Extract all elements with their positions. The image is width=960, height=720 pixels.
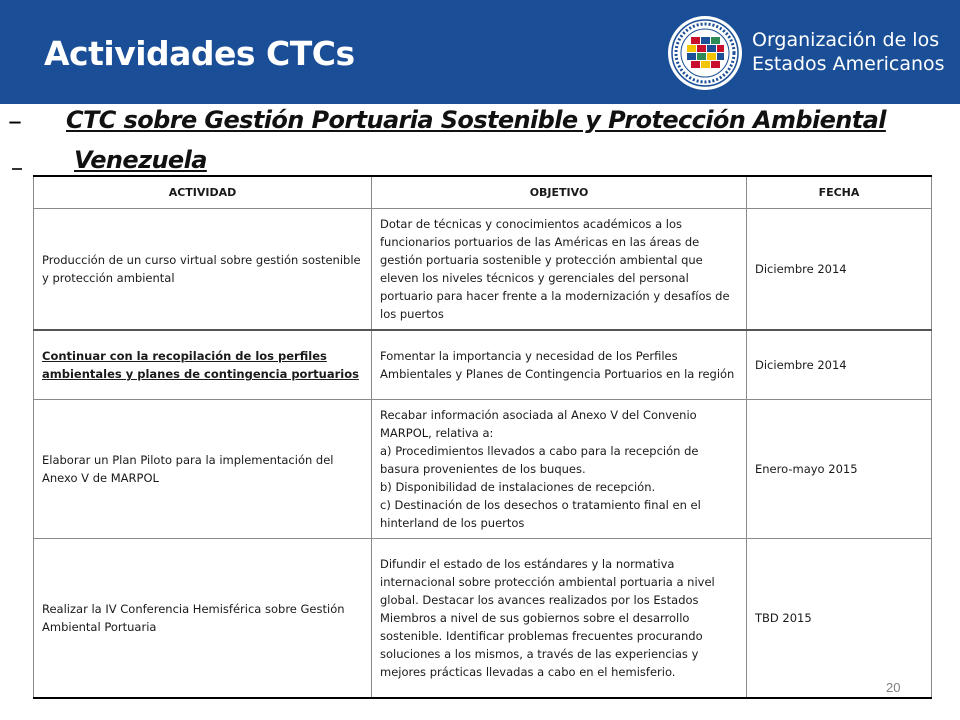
table-row [34,400,932,539]
table-row [34,330,932,400]
objetivo-item-b: b) Disponibilidad de instalaciones de recepción. [380,480,656,494]
table-row [34,539,932,699]
actividad-cell: Elaborar un Plan Piloto para la implementación del Anexo V de MARPOL [34,400,372,539]
oas-seal-logo-icon [666,14,744,92]
page-number: 20 [886,680,901,695]
organization-name [752,28,945,76]
fecha-cell: Enero-mayo 2015 [747,400,932,539]
objetivo-cell: Difundir el estado de los estándares y la normativa internacional sobre protección ambiental portuaria a nivel global. Destacar los avances realizados por los Estados Miembros a nivel de sus gobiernos sobre el desarrollo sostenible. Identificar problemas frecuentes procurando soluciones a los mismos, a través de las experiencias y mejores prácticas llevadas a cabo en el hemisferio. [372,539,747,699]
header-fecha: FECHA [747,176,932,209]
actividad-cell: Realizar la IV Conferencia Hemisférica sobre Gestión Ambiental Portuaria [34,539,372,699]
activities-table [33,175,932,699]
subtitle-bullet: – [8,104,22,137]
header-banner [0,0,960,104]
fecha-cell: Diciembre 2014 [747,209,932,331]
subtitle [66,100,886,180]
subtitle-line2: Venezuela [74,146,207,174]
objetivo-item-c: c) Destinación de los desechos o tratamiento final en el hinterland de los puertos [380,498,701,530]
slide-title: Actividades CTCs [44,34,355,73]
actividad-link-text: Continuar con la recopilación de los perfiles ambientales y planes de contingencia portuarios [42,349,359,381]
objetivo-item-a: a) Procedimientos llevados a cabo para la recepción de basura provenientes de los buques. [380,444,699,476]
objetivo-cell [372,400,747,539]
header-objetivo: OBJETIVO [372,176,747,209]
subtitle-line1: CTC sobre Gestión Portuaria Sostenible y Protección Ambiental [66,106,886,134]
bullet-marker [12,168,22,170]
objetivo-cell: Dotar de técnicas y conocimientos académicos a los funcionarios portuarios de las Américas en las áreas de gestión portuaria sostenible y protección ambiental que eleven los niveles técnicos y gerenciales del personal portuario para hacer frente a la modernización y desafíos de los puertos [372,209,747,331]
header-actividad: ACTIVIDAD [34,176,372,209]
table-header-row [34,176,932,209]
fecha-cell: Diciembre 2014 [747,330,932,400]
table-row [34,209,932,331]
fecha-cell: TBD 2015 [747,539,932,699]
objetivo-intro: Recabar información asociada al Anexo V del Convenio MARPOL, relativa a: [380,408,697,440]
actividad-cell: Producción de un curso virtual sobre gestión sostenible y protección ambiental [34,209,372,331]
org-name-line2: Estados Americanos [752,53,945,75]
actividad-cell [34,330,372,400]
org-name-line1: Organización de los [752,29,940,51]
objetivo-cell: Fomentar la importancia y necesidad de los Perfiles Ambientales y Planes de Contingencia Portuarios en la región [372,330,747,400]
